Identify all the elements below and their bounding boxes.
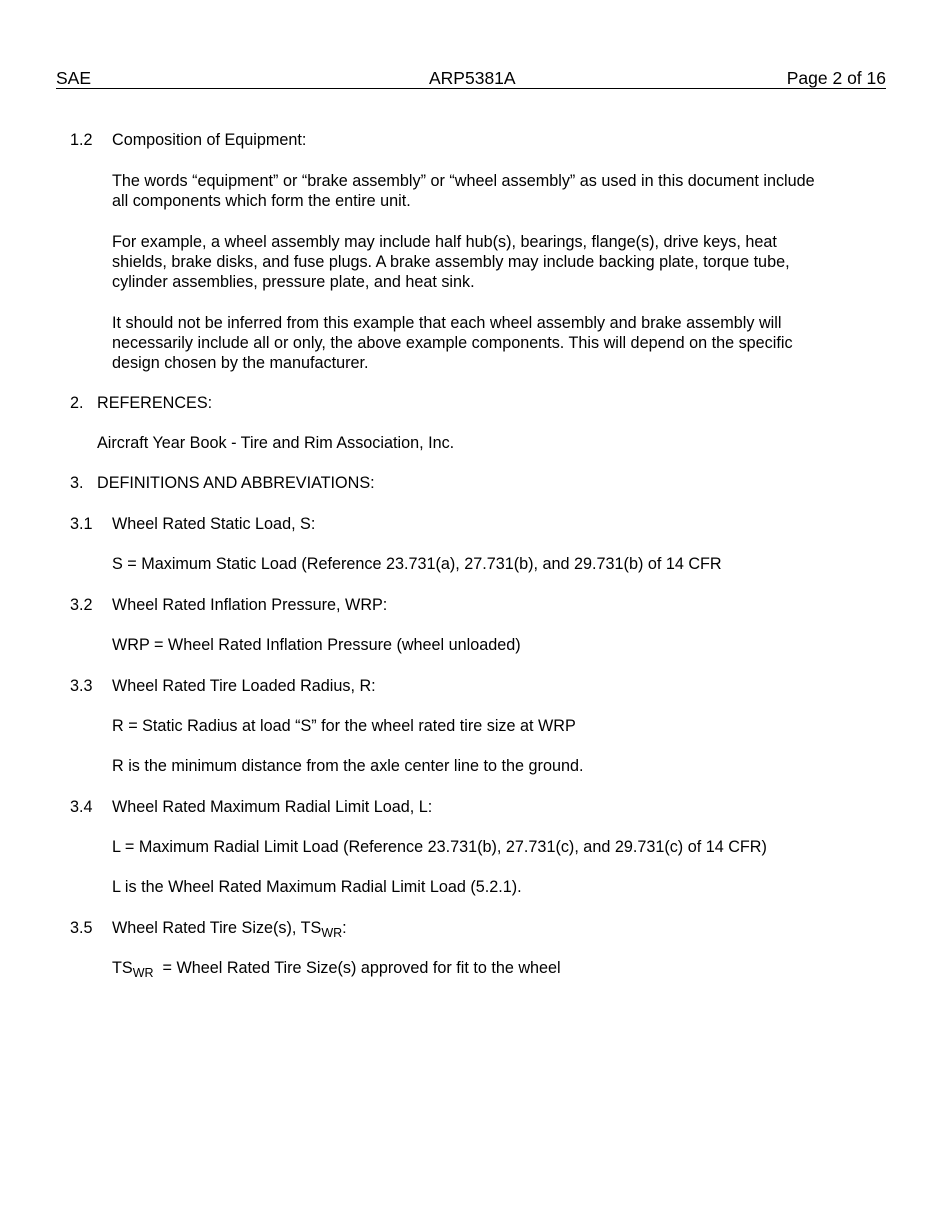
section-3-1-number: 3.1 [70, 515, 93, 533]
title-colon: : [342, 919, 347, 937]
reference-item: Aircraft Year Book - Tire and Rim Association, Inc. [97, 434, 455, 452]
section-3-4-title: Wheel Rated Maximum Radial Limit Load, L: [112, 798, 433, 816]
section-3-3-number: 3.3 [70, 677, 93, 695]
paragraph-line: necessarily include all or only, the above example components. This will depend on the specific [112, 334, 793, 352]
subscript: WR [321, 926, 343, 940]
section-3-2-number: 3.2 [70, 596, 93, 614]
definition-text: L = Maximum Radial Limit Load (Reference 23.731(b), 27.731(c), and 29.731(c) of 14 CFR) [112, 838, 767, 856]
header-org: SAE [56, 68, 92, 88]
paragraph-line: For example, a wheel assembly may include half hub(s), bearings, flange(s), drive keys, heat [112, 233, 777, 251]
symbol-text: TS [112, 959, 133, 977]
subscript: WR [132, 966, 154, 980]
definition-body: = Wheel Rated Tire Size(s) approved for fit to the wheel [153, 959, 561, 977]
title-text: Wheel Rated Tire Size(s), TS [112, 919, 322, 937]
paragraph-line: all components which form the entire unit. [112, 192, 411, 210]
header-doc-number: ARP5381A [429, 68, 516, 88]
paragraph-line: shields, brake disks, and fuse plugs. A brake assembly may include backing plate, torque tube, [112, 253, 790, 271]
paragraph-line: design chosen by the manufacturer. [112, 354, 369, 372]
section-3-5-number: 3.5 [70, 919, 93, 937]
section-2-title: REFERENCES: [97, 394, 213, 412]
section-3-number: 3. [70, 474, 84, 492]
paragraph-line: The words “equipment” or “brake assembly” or “wheel assembly” as used in this document include [112, 172, 815, 190]
definition-text: WRP = Wheel Rated Inflation Pressure (wheel unloaded) [112, 636, 521, 654]
header-page-number: Page 2 of 16 [786, 68, 886, 88]
page-header [56, 68, 886, 89]
section-1-2-title: Composition of Equipment: [112, 131, 307, 149]
definition-text [112, 958, 561, 979]
section-3-4-number: 3.4 [70, 798, 93, 816]
section-3-title: DEFINITIONS AND ABBREVIATIONS: [97, 474, 375, 492]
section-3-1-title: Wheel Rated Static Load, S: [112, 515, 316, 533]
definition-text: S = Maximum Static Load (Reference 23.731(a), 27.731(b), and 29.731(b) of 14 CFR [112, 555, 722, 573]
section-3-2-title: Wheel Rated Inflation Pressure, WRP: [112, 596, 388, 614]
paragraph-line: cylinder assemblies, pressure plate, and heat sink. [112, 273, 475, 291]
definition-text: R = Static Radius at load “S” for the wheel rated tire size at WRP [112, 717, 576, 735]
paragraph-line: It should not be inferred from this example that each wheel assembly and brake assembly will [112, 314, 782, 332]
section-2-number: 2. [70, 394, 84, 412]
definition-text: L is the Wheel Rated Maximum Radial Limit Load (5.2.1). [112, 878, 522, 896]
section-3-5-title [112, 918, 347, 939]
section-1-2-number: 1.2 [70, 131, 93, 149]
section-3-3-title: Wheel Rated Tire Loaded Radius, R: [112, 677, 376, 695]
definition-text: R is the minimum distance from the axle center line to the ground. [112, 757, 584, 775]
